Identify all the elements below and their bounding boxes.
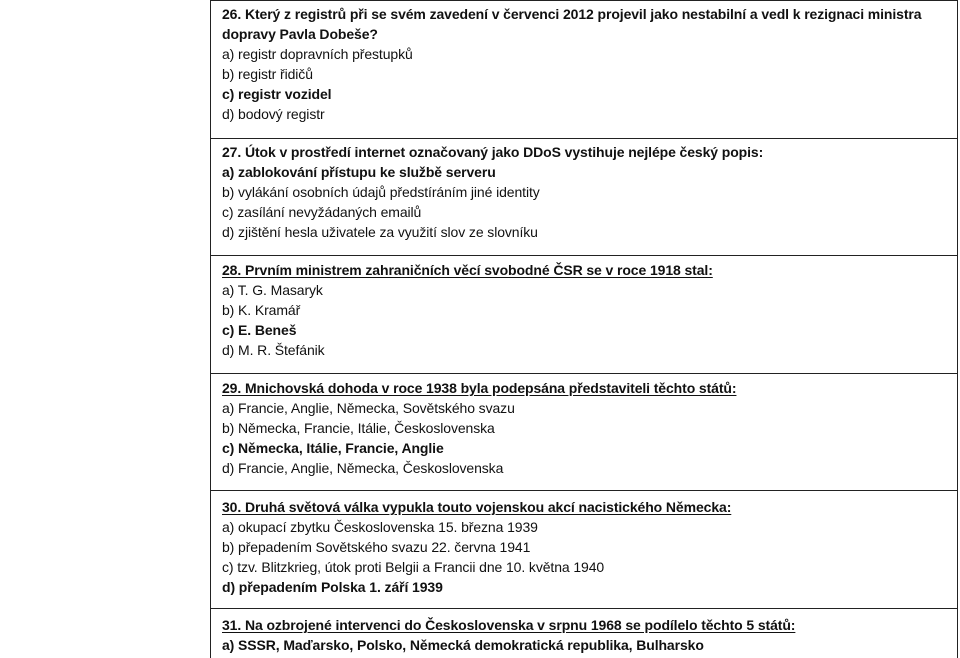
table-right-border bbox=[957, 0, 958, 658]
question-27-option-b: b) vylákání osobních údajů předstíráním jiné identity bbox=[222, 184, 540, 200]
question-31 bbox=[222, 615, 952, 655]
question-28-option-b: b) K. Kramář bbox=[222, 302, 301, 318]
row-divider bbox=[210, 373, 958, 374]
question-29-text: 29. Mnichovská dohoda v roce 1938 byla podepsána představiteli těchto států: bbox=[222, 380, 737, 396]
question-27 bbox=[222, 142, 952, 242]
question-26-text-line2: dopravy Pavla Dobeše? bbox=[222, 26, 378, 42]
question-26-option-b: b) registr řidičů bbox=[222, 66, 313, 82]
question-28-option-d: d) M. R. Štefánik bbox=[222, 342, 325, 358]
question-30-text: 30. Druhá světová válka vypukla touto vojenskou akcí nacistického Německa: bbox=[222, 499, 732, 515]
question-26-option-d: d) bodový registr bbox=[222, 106, 325, 122]
question-30-option-d: d) přepadením Polska 1. září 1939 bbox=[222, 579, 443, 595]
question-26 bbox=[222, 4, 952, 124]
question-28-text: 28. Prvním ministrem zahraničních věcí svobodné ČSR se v roce 1918 stal: bbox=[222, 262, 713, 278]
question-27-option-c: c) zasílání nevyžádaných emailů bbox=[222, 204, 422, 220]
question-29 bbox=[222, 378, 952, 478]
row-divider bbox=[210, 608, 958, 609]
question-26-option-a: a) registr dopravních přestupků bbox=[222, 46, 413, 62]
row-divider bbox=[210, 138, 958, 139]
question-29-option-a: a) Francie, Anglie, Německa, Sovětského svazu bbox=[222, 400, 515, 416]
question-28-option-a: a) T. G. Masaryk bbox=[222, 282, 323, 298]
question-27-text: 27. Útok v prostředí internet označovaný jako DDoS vystihuje nejlépe český popis: bbox=[222, 144, 764, 160]
question-31-text: 31. Na ozbrojené intervenci do Československa v srpnu 1968 se podílelo těchto 5 států: bbox=[222, 617, 796, 633]
question-30-option-b: b) přepadením Sovětského svazu 22. června 1941 bbox=[222, 539, 531, 555]
question-28-option-c: c) E. Beneš bbox=[222, 322, 297, 338]
question-29-option-c: c) Německa, Itálie, Francie, Anglie bbox=[222, 440, 444, 456]
row-divider bbox=[210, 0, 958, 1]
table-left-border bbox=[210, 0, 211, 658]
question-30-option-c: c) tzv. Blitzkrieg, útok proti Belgii a Francii dne 10. května 1940 bbox=[222, 559, 605, 575]
question-26-option-c: c) registr vozidel bbox=[222, 86, 332, 102]
question-26-text-line1: 26. Který z registrů při se svém zavedení v červenci 2012 projevil jako nestabilní a vedl k rezignaci ministra bbox=[222, 6, 922, 22]
question-27-option-a: a) zablokování přístupu ke službě serveru bbox=[222, 164, 496, 180]
question-30-option-a: a) okupací zbytku Československa 15. března 1939 bbox=[222, 519, 538, 535]
row-divider bbox=[210, 490, 958, 491]
question-29-option-b: b) Německa, Francie, Itálie, Československa bbox=[222, 420, 495, 436]
question-29-option-d: d) Francie, Anglie, Německa, Československa bbox=[222, 460, 504, 476]
question-30 bbox=[222, 497, 952, 597]
question-28 bbox=[222, 260, 952, 360]
row-divider bbox=[210, 255, 958, 256]
question-31-option-a: a) SSSR, Maďarsko, Polsko, Německá demokratická republika, Bulharsko bbox=[222, 637, 704, 653]
question-27-option-d: d) zjištění hesla uživatele za využití slov ze slovníku bbox=[222, 224, 538, 240]
